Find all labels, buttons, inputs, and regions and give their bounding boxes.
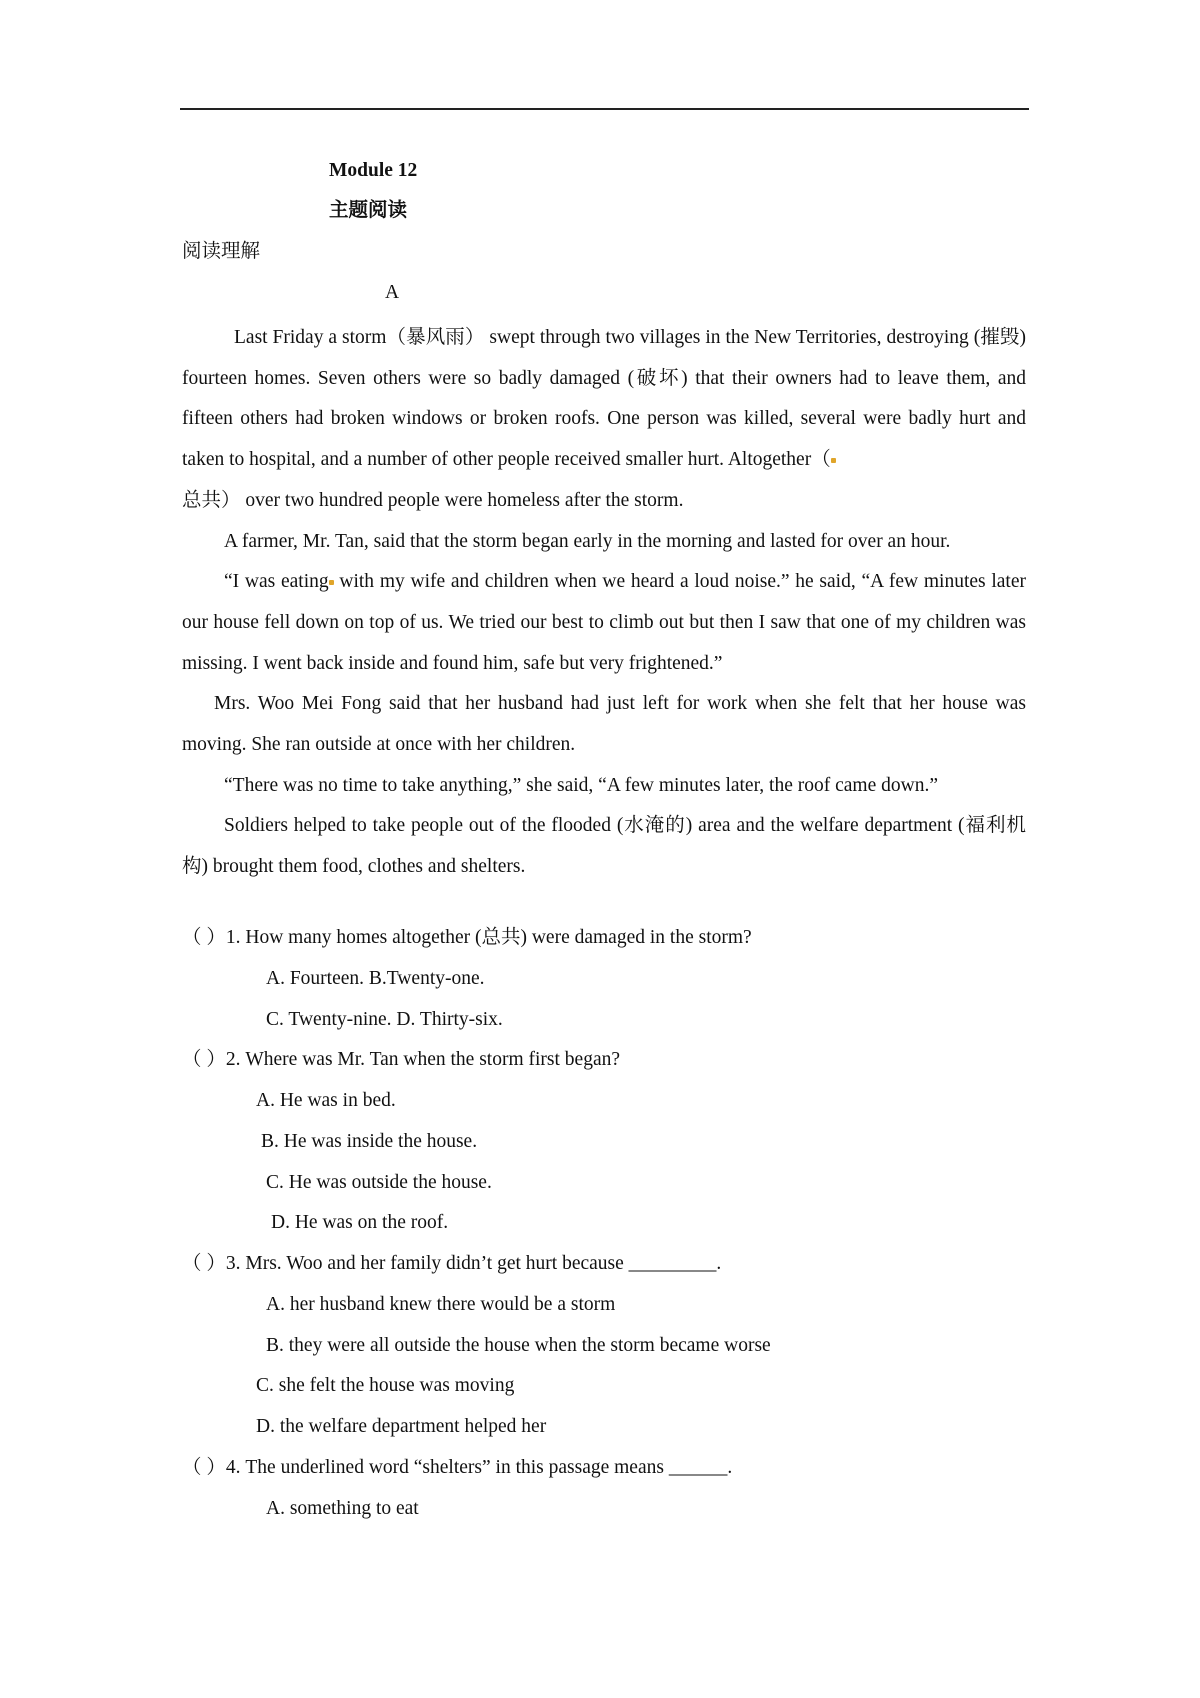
passage-paragraph-1 <box>182 318 1026 522</box>
reading-passage <box>182 318 1026 888</box>
question-1-options-row-1: A. Fourteen. B.Twenty-one. <box>266 968 485 989</box>
part-label: A <box>385 282 400 303</box>
question-2-option-a: A. He was in bed. <box>256 1090 396 1111</box>
passage-paragraph-4: Mrs. Woo Mei Fong said that her husband had just left for work when she felt that her house was moving. She ran outside at once with her children. <box>182 693 1026 756</box>
question-3-option-c: C. she felt the house was moving <box>256 1375 515 1396</box>
question-3-option-b: B. they were all outside the house when the storm became worse <box>266 1335 771 1356</box>
question-4-option-a: A. something to eat <box>266 1498 419 1519</box>
question-3-option-d: D. the welfare department helped her <box>256 1416 547 1437</box>
question-1-stem: （ ）1. How many homes altogether (总共) were damaged in the storm? <box>182 927 752 948</box>
question-2-option-d: D. He was on the roof. <box>271 1212 449 1233</box>
passage-text: with my wife and children when we heard a loud noise.” he said, “A few minutes later our house fell down on top of us. We tried our best to climb out but then I saw that one of my children was missing. I went back inside and found him, safe but very frightened.” <box>182 571 1027 674</box>
question-2-option-c: C. He was outside the house. <box>266 1172 492 1193</box>
question-3-stem: （ ）3. Mrs. Woo and her family didn’t get hurt because _________. <box>182 1253 722 1274</box>
passage-paragraph-2: A farmer, Mr. Tan, said that the storm began early in the morning and lasted for over an hour. <box>224 530 951 552</box>
highlight-mark <box>831 458 836 463</box>
question-2-option-b: B. He was inside the house. <box>261 1131 478 1152</box>
passage-text: Last Friday a storm（暴风雨） swept through two villages in the New Territories, destroying (摧毁) fourteen homes. Seven others were so badly damaged (破坏) that their owners had to leave them, and fifteen others had broken windows or broken roofs. One person was killed, several were badly hurt and taken to hospital, and a number of other people received smaller hurt. Altogether（ <box>182 327 1026 471</box>
passage-text: “I was eating <box>224 571 329 593</box>
question-4-stem: （ ）4. The underlined word “shelters” in this passage means ______. <box>182 1457 733 1478</box>
passage-paragraph-6: Soldiers helped to take people out of the flooded (水淹的) area and the welfare department (福利机构) brought them food, clothes and shelters. <box>182 815 1026 878</box>
question-3-option-a: A. her husband knew there would be a storm <box>266 1294 616 1315</box>
passage-paragraph-5: “There was no time to take anything,” she said, “A few minutes later, the roof came down.” <box>224 774 938 796</box>
module-title: Module 12 <box>329 160 418 181</box>
module-subtitle: 主题阅读 <box>329 200 408 221</box>
section-heading: 阅读理解 <box>182 241 261 262</box>
question-2-stem: （ ）2. Where was Mr. Tan when the storm first began? <box>182 1049 620 1070</box>
question-1-options-row-2: C. Twenty-nine. D. Thirty-six. <box>266 1009 503 1030</box>
header-rule <box>180 108 1029 110</box>
passage-text: 总共） over two hundred people were homeless after the storm. <box>182 489 684 511</box>
passage-paragraph-3 <box>182 562 1026 684</box>
